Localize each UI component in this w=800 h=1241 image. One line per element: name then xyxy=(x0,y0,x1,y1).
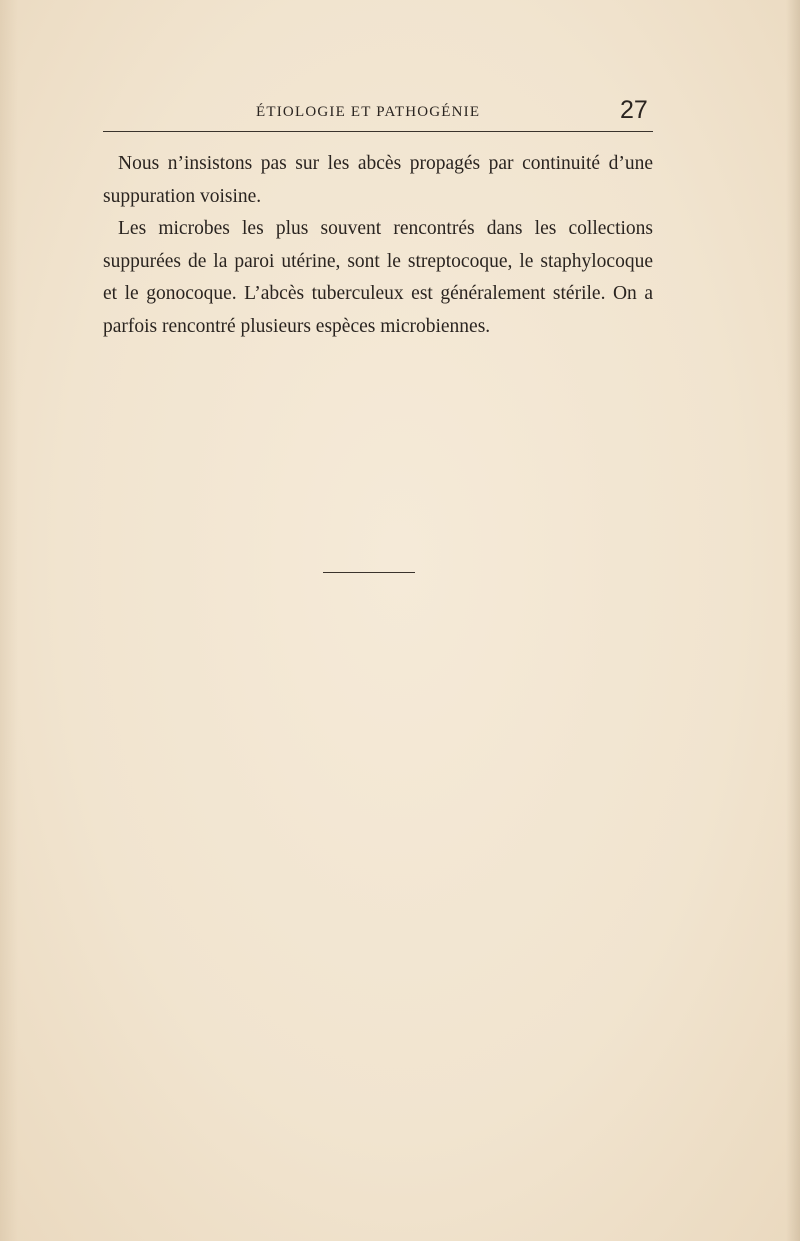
section-end-rule xyxy=(323,572,415,573)
page-number: 27 xyxy=(620,96,648,124)
page-gutter-shadow xyxy=(0,0,18,1241)
page-edge-shadow xyxy=(786,0,800,1241)
paragraph: Les microbes les plus souvent rencontrés dans les collections suppurées de la paroi utérine, sont le streptocoque, le staphylocoque et le gonocoque. L’abcès tuberculeux est généralement stérile. On a parfois rencontré plusieurs espèces microbiennes. xyxy=(103,218,653,337)
paragraph: Nous n’insistons pas sur les abcès propagés par continuité d’une suppuration voisine. xyxy=(103,153,653,207)
body-text xyxy=(103,148,653,343)
running-title: ÉTIOLOGIE ET PATHOGÉNIE xyxy=(256,104,481,120)
header-rule xyxy=(103,131,653,132)
